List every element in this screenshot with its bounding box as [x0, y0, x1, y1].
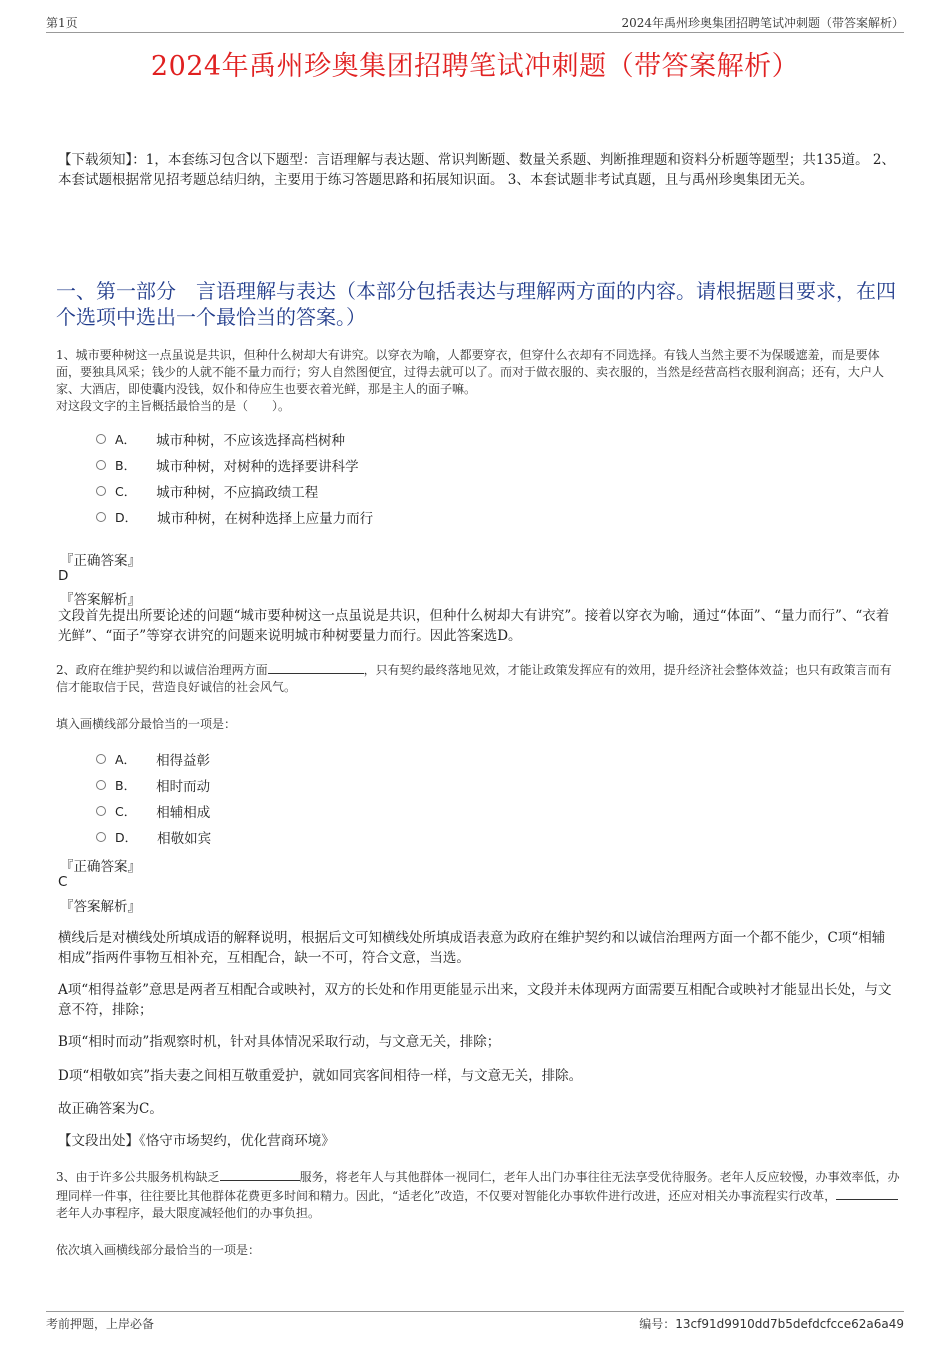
footer-code: 编号：13cf91d9910dd7b5defdcfcce62a6a49	[639, 1317, 904, 1331]
radio-icon[interactable]	[96, 754, 106, 764]
q2-option-a[interactable]: A． 相得益彰	[96, 749, 210, 769]
radio-icon[interactable]	[96, 512, 106, 522]
answer-blank	[836, 1186, 898, 1200]
radio-icon[interactable]	[96, 780, 106, 790]
answer-blank	[220, 1167, 300, 1181]
q2-analysis-p4: D项“相敬如宾”指夫妻之间相互敬重爱护，就如同宾客间相待一样，与文意无关，排除。	[58, 1068, 583, 1084]
q2-source: 【文段出处】《恪守市场契约，优化营商环境》	[58, 1133, 335, 1149]
document-title: 2024年禹州珍奥集团招聘笔试冲刺题（带答案解析）	[150, 51, 800, 82]
question-2-stem: 2、政府在维护契约和以诚信治理两方面 ，只有契约最终落地见效，才能让政策发挥应有的效用，提升经济社会整体效益；也只有政策言而有信才能取信于民，营造良好诚信的社会风气。	[56, 660, 901, 696]
q1-analysis-label: 『答案解析』	[60, 592, 141, 608]
radio-icon[interactable]	[96, 434, 106, 444]
section-title: 一、第一部分 言语理解与表达（本部分包括表达与理解两方面的内容。请根据题目要求，在四个选项中选出一个最恰当的答案。）	[56, 279, 896, 329]
q1-option-b[interactable]: B． 城市种树，对树种的选择要讲科学	[96, 455, 359, 475]
question-3-stem: 3、由于许多公共服务机构缺乏 服务，将老年人与其他群体一视同仁，老年人出门办事往往无法享受优待服务。老年人反应较慢，办事效率低，办理同样一件事，往往要比其他群体花费更多时间和精力。因此，“适老化”改造，不仅要对智能化办事软件进行改进，还应对相关办事流程实行改革，老年人办事程序，最大限度减轻他们的办事负担。	[56, 1167, 901, 1222]
q2-analysis-p1: 横线后是对横线处所填成语的解释说明，根据后文可知横线处所填成语表意为政府在维护契约和以诚信治理两方面一个都不能少，C项“相辅相成”指两件事物互相补充，互相配合，缺一不可，符合文意，当选。	[58, 930, 886, 966]
q1-option-c[interactable]: C． 城市种树，不应搞政绩工程	[96, 481, 318, 501]
q2-correct-label: 『正确答案』	[60, 859, 141, 875]
q2-option-d[interactable]: D． 相敬如宾	[96, 827, 211, 847]
q2-analysis-p3: B项“相时而动”指观察时机，针对具体情况采取行动，与文意无关，排除；	[58, 1034, 501, 1050]
radio-icon[interactable]	[96, 832, 106, 842]
radio-icon[interactable]	[96, 486, 106, 496]
q2-option-b[interactable]: B． 相时而动	[96, 775, 210, 795]
answer-blank	[268, 660, 364, 674]
question-1-stem: 1、城市要种树这一点虽说是共识，但种什么树却大有讲究。以穿衣为喻，人都要穿衣，但穿什么衣却有不同选择。有钱人当然主要不为保暖遮羞，而是要体面，要独具风采；钱少的人就不能不量力而行；穷人自然图便宜，过得去就可以了。而对于做衣服的、卖衣服的，当然是经营高档衣服利润高；还有，大户人家、大酒店，即使囊内没钱，奴仆和侍应生也要衣着光鲜，那是主人的面子嘛。	[56, 348, 885, 396]
page-number: 第1页	[46, 16, 78, 30]
radio-icon[interactable]	[96, 460, 106, 470]
q2-option-c[interactable]: C． 相辅相成	[96, 801, 210, 821]
q1-correct-answer: D	[58, 568, 69, 584]
header-doc-title: 2024年禹州珍奥集团招聘笔试冲刺题（带答案解析）	[621, 16, 904, 30]
q1-option-d[interactable]: D． 城市种树，在树种选择上应量力而行	[96, 507, 373, 527]
download-notice: 【下载须知】：1，本套练习包含以下题型：言语理解与表达题、常识判断题、数量关系题、判断推理题和资料分析题等题型；共135道。 2、本套试题根据常见招考题总结归纳，主要用于练习答题思路和拓展知识面。 3、本套试题非考试真题，且与禹州珍奥集团无关。	[58, 152, 895, 188]
question-3-prompt: 依次填入画横线部分最恰当的一项是：	[56, 1243, 261, 1257]
page-header	[46, 14, 904, 33]
q2-correct-answer: C	[58, 874, 68, 890]
q1-option-a[interactable]: A． 城市种树，不应该选择高档树种	[96, 429, 345, 449]
footer-slogan: 考前押题，上岸必备	[46, 1317, 155, 1331]
q2-analysis-label: 『答案解析』	[60, 899, 141, 915]
q1-analysis: 文段首先提出所要论述的问题“城市要种树这一点虽说是共识，但种什么树却大有讲究”。接着以穿衣为喻，通过“体面”、“量力而行”、“衣着光鲜”、“面子”等穿衣讲究的问题来说明城市种树要量力而行。因此答案选D。	[58, 608, 890, 644]
q1-correct-label: 『正确答案』	[60, 553, 141, 569]
page-footer	[46, 1311, 904, 1332]
radio-icon[interactable]	[96, 806, 106, 816]
q2-analysis-p5: 故正确答案为C。	[58, 1101, 163, 1117]
q2-analysis-p2: A项“相得益彰”意思是两者互相配合或映衬，双方的长处和作用更能显示出来，文段并未体现两方面需要互相配合或映衬才能显出长处，与文意不符，排除；	[58, 982, 892, 1018]
question-2-prompt: 填入画横线部分最恰当的一项是：	[56, 717, 237, 731]
question-1-prompt: 对这段文字的主旨概括最恰当的是（ ）。	[56, 399, 291, 413]
